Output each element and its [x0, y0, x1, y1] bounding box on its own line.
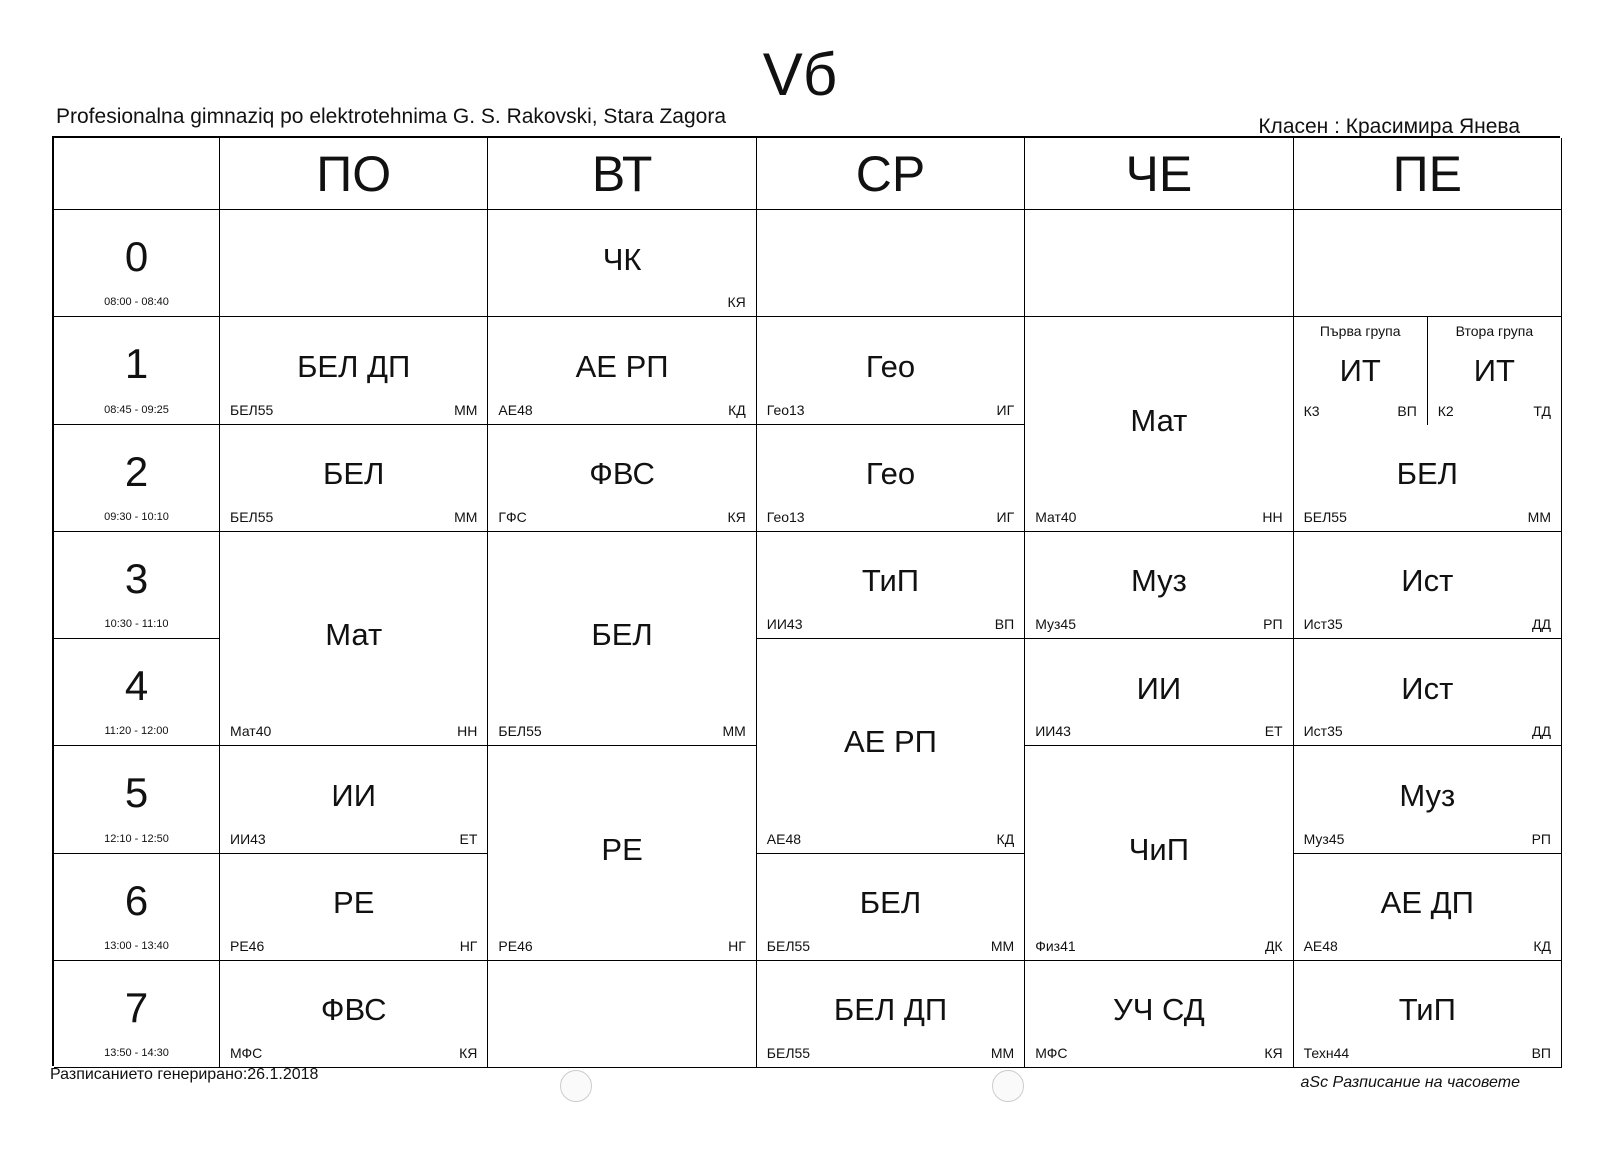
- period-number: 0: [124, 233, 149, 280]
- lesson-cell: [1025, 532, 1293, 639]
- room-code: Физ41: [1035, 937, 1076, 954]
- period-number: 7: [124, 983, 149, 1031]
- subject: ЧК: [602, 241, 642, 277]
- room-code: Ист35: [1303, 616, 1343, 632]
- subject: БЕЛ: [591, 617, 653, 652]
- period-number: 4: [124, 662, 149, 709]
- lesson-cell: [220, 746, 488, 853]
- teacher-code: НН: [457, 723, 478, 740]
- teacher-code: ВП: [1397, 402, 1417, 419]
- lesson-cell: [1294, 961, 1562, 1068]
- room-code: БЕЛ55: [766, 937, 811, 954]
- lesson-cell: [488, 746, 756, 961]
- subject: БЕЛ: [1396, 456, 1458, 492]
- room-code: Мат40: [1035, 508, 1077, 525]
- room-code: К3: [1303, 402, 1320, 419]
- period-cell: [54, 854, 220, 961]
- teacher-code: ВП: [1531, 1045, 1551, 1061]
- room-code: МФС: [230, 1045, 263, 1061]
- lesson-cell: [220, 532, 488, 747]
- class-title: Vб: [762, 41, 838, 108]
- group-lesson: [1294, 317, 1428, 424]
- subject: ФВС: [589, 456, 655, 492]
- teacher-code: НН: [1262, 508, 1283, 525]
- teacher-code: КЯ: [727, 294, 746, 311]
- period-number: 6: [124, 876, 149, 924]
- subject: ТиП: [861, 563, 920, 599]
- subject: ИИ: [1136, 670, 1182, 706]
- corner-cell: [54, 138, 220, 210]
- lesson-cell: [757, 961, 1025, 1068]
- timetable-grid: [52, 136, 1560, 1066]
- subject: РЕ: [333, 885, 375, 921]
- lesson-cell: [1294, 425, 1562, 532]
- room-code: Техн44: [1303, 1045, 1350, 1061]
- lesson-cell: [1294, 532, 1562, 639]
- punch-hole: [560, 1070, 592, 1102]
- room-code: ИИ43: [766, 616, 803, 632]
- subject: Ист: [1401, 563, 1454, 599]
- room-code: РЕ46: [498, 937, 533, 954]
- teacher-code: КД: [728, 401, 746, 418]
- room-code: АЕ48: [1303, 937, 1338, 954]
- day-header: ВТ: [488, 138, 756, 210]
- subject: ФВС: [320, 992, 387, 1028]
- teacher-code: НГ: [459, 937, 478, 954]
- teacher-code: ТД: [1533, 402, 1551, 419]
- teacher-code: КД: [996, 830, 1015, 847]
- teacher-code: ДД: [1532, 723, 1551, 740]
- room-code: ГФС: [498, 508, 527, 525]
- teacher-code: ЕТ: [459, 830, 478, 847]
- room-code: Муз45: [1303, 830, 1345, 847]
- generated-date: Разписанието генерирано:26.1.2018: [50, 1066, 319, 1083]
- period-time: 10:30 - 11:10: [104, 618, 169, 630]
- subject: БЕЛ ДП: [297, 348, 411, 384]
- room-code: БЕЛ55: [1303, 508, 1347, 525]
- lesson-cell: [220, 210, 488, 317]
- day-header: ЧЕ: [1025, 138, 1293, 210]
- lesson-cell: [488, 425, 756, 532]
- room-code: АЕ48: [766, 830, 802, 847]
- subject: Ист: [1401, 670, 1454, 706]
- room-code: РЕ46: [230, 937, 265, 954]
- lesson-cell: [757, 210, 1025, 317]
- group-label: Първа група: [1319, 323, 1401, 340]
- subject: БЕЛ: [323, 456, 385, 492]
- subject: Мат: [1130, 402, 1188, 438]
- period-time: 13:50 - 14:30: [104, 1047, 169, 1059]
- room-code: АЕ48: [498, 401, 533, 418]
- subject: ТиП: [1398, 992, 1456, 1028]
- room-code: Мат40: [230, 723, 272, 740]
- subject: ИТ: [1473, 352, 1515, 388]
- teacher-code: КЯ: [459, 1045, 478, 1061]
- lesson-cell: [757, 854, 1025, 961]
- subject: УЧ СД: [1113, 992, 1205, 1028]
- subject: РЕ: [601, 831, 643, 867]
- room-code: ИИ43: [230, 830, 266, 847]
- teacher-code: РП: [1531, 830, 1551, 847]
- teacher-code: ВП: [994, 616, 1015, 632]
- period-cell: [54, 961, 220, 1068]
- day-header: СР: [757, 138, 1025, 210]
- period-time: 09:30 - 10:10: [104, 510, 169, 523]
- subject: АЕ РП: [575, 348, 669, 384]
- subject: АЕ РП: [844, 724, 937, 760]
- lesson-cell: [1294, 854, 1562, 961]
- period-time: 13:00 - 13:40: [104, 939, 169, 952]
- lesson-cell: [757, 532, 1025, 639]
- period-number: 1: [124, 340, 149, 388]
- period-number: 3: [124, 554, 149, 602]
- period-cell: [54, 532, 220, 639]
- lesson-cell: [488, 961, 756, 1068]
- lesson-cell: [1025, 746, 1293, 961]
- subject: АЕ ДП: [1380, 885, 1474, 921]
- subject: БЕЛ: [859, 885, 922, 921]
- teacher-code: ЕТ: [1264, 723, 1283, 740]
- subject: ЧиП: [1128, 831, 1190, 867]
- punch-hole: [992, 1070, 1024, 1102]
- room-code: Гео13: [766, 508, 805, 525]
- period-time: 08:45 - 09:25: [104, 403, 169, 416]
- lesson-cell: [1294, 317, 1562, 424]
- teacher-code: КД: [1533, 937, 1551, 954]
- teacher-code: ММ: [1527, 508, 1551, 525]
- subject: ИТ: [1339, 352, 1381, 388]
- lesson-cell: [1025, 961, 1293, 1068]
- period-number: 2: [124, 447, 149, 495]
- teacher-code: РП: [1263, 616, 1283, 632]
- lesson-cell: [220, 961, 488, 1068]
- room-code: ИИ43: [1035, 723, 1071, 740]
- lesson-cell: [1294, 210, 1562, 317]
- period-time: 12:10 - 12:50: [104, 832, 169, 845]
- school-name: Profesionalna gimnaziq po elektrotehnima G. S. Rakovski, Stara Zagora: [56, 105, 727, 128]
- lesson-cell: [1025, 210, 1293, 317]
- lesson-cell: [488, 532, 756, 747]
- subject: Гео: [865, 456, 916, 492]
- subject: Мат: [325, 617, 383, 652]
- lesson-cell: [220, 854, 488, 961]
- teacher-code: ИГ: [996, 508, 1015, 525]
- software-credit: aSc Разписание на часовете: [1300, 1074, 1520, 1091]
- period-cell: [54, 210, 220, 317]
- period-cell: [54, 317, 220, 424]
- group-lesson: [1428, 317, 1562, 424]
- lesson-cell: [1294, 746, 1562, 853]
- period-cell: [54, 425, 220, 532]
- lesson-cell: [757, 317, 1025, 424]
- room-code: БЕЛ55: [766, 1045, 811, 1061]
- period-time: 11:20 - 12:00: [104, 725, 169, 738]
- lesson-cell: [1294, 639, 1562, 746]
- teacher-code: ММ: [454, 508, 478, 525]
- teacher-code: ИГ: [996, 401, 1015, 418]
- room-code: К2: [1437, 402, 1454, 419]
- teacher-code: ММ: [990, 937, 1015, 954]
- lesson-cell: [220, 317, 488, 424]
- subject: Гео: [865, 348, 916, 384]
- period-time: 08:00 - 08:40: [104, 296, 169, 309]
- teacher-code: ДК: [1264, 937, 1283, 954]
- lesson-cell: [757, 639, 1025, 854]
- timetable: [52, 136, 1560, 1066]
- subject: Муз: [1399, 777, 1456, 813]
- room-code: Муз45: [1035, 616, 1076, 632]
- period-number: 5: [124, 769, 149, 817]
- teacher-code: ММ: [454, 401, 478, 418]
- lesson-cell: [1025, 317, 1293, 532]
- teacher-code: НГ: [728, 937, 746, 954]
- group-label: Втора група: [1455, 323, 1534, 340]
- period-cell: [54, 639, 220, 746]
- room-code: Ист35: [1303, 723, 1343, 740]
- teacher-code: ДД: [1532, 616, 1551, 632]
- room-code: БЕЛ55: [230, 401, 274, 418]
- teacher-code: КЯ: [1264, 1045, 1283, 1061]
- day-header: ПЕ: [1294, 138, 1562, 210]
- teacher-code: ММ: [722, 723, 746, 740]
- subject: БЕЛ ДП: [833, 992, 948, 1028]
- room-code: БЕЛ55: [498, 723, 542, 740]
- room-code: МФС: [1035, 1045, 1068, 1061]
- lesson-cell: [488, 210, 756, 317]
- day-header: ПО: [220, 138, 488, 210]
- period-cell: [54, 746, 220, 853]
- teacher-code: КЯ: [727, 508, 746, 525]
- subject: ИИ: [331, 777, 376, 813]
- room-code: Гео13: [766, 401, 805, 418]
- lesson-cell: [1025, 639, 1293, 746]
- teacher-code: ММ: [990, 1045, 1015, 1061]
- room-code: БЕЛ55: [230, 508, 274, 525]
- lesson-cell: [757, 425, 1025, 532]
- lesson-cell: [220, 425, 488, 532]
- subject: Муз: [1130, 563, 1187, 599]
- lesson-cell: [488, 317, 756, 424]
- homeroom-teacher: Класен : Красимира Янева: [1258, 115, 1520, 138]
